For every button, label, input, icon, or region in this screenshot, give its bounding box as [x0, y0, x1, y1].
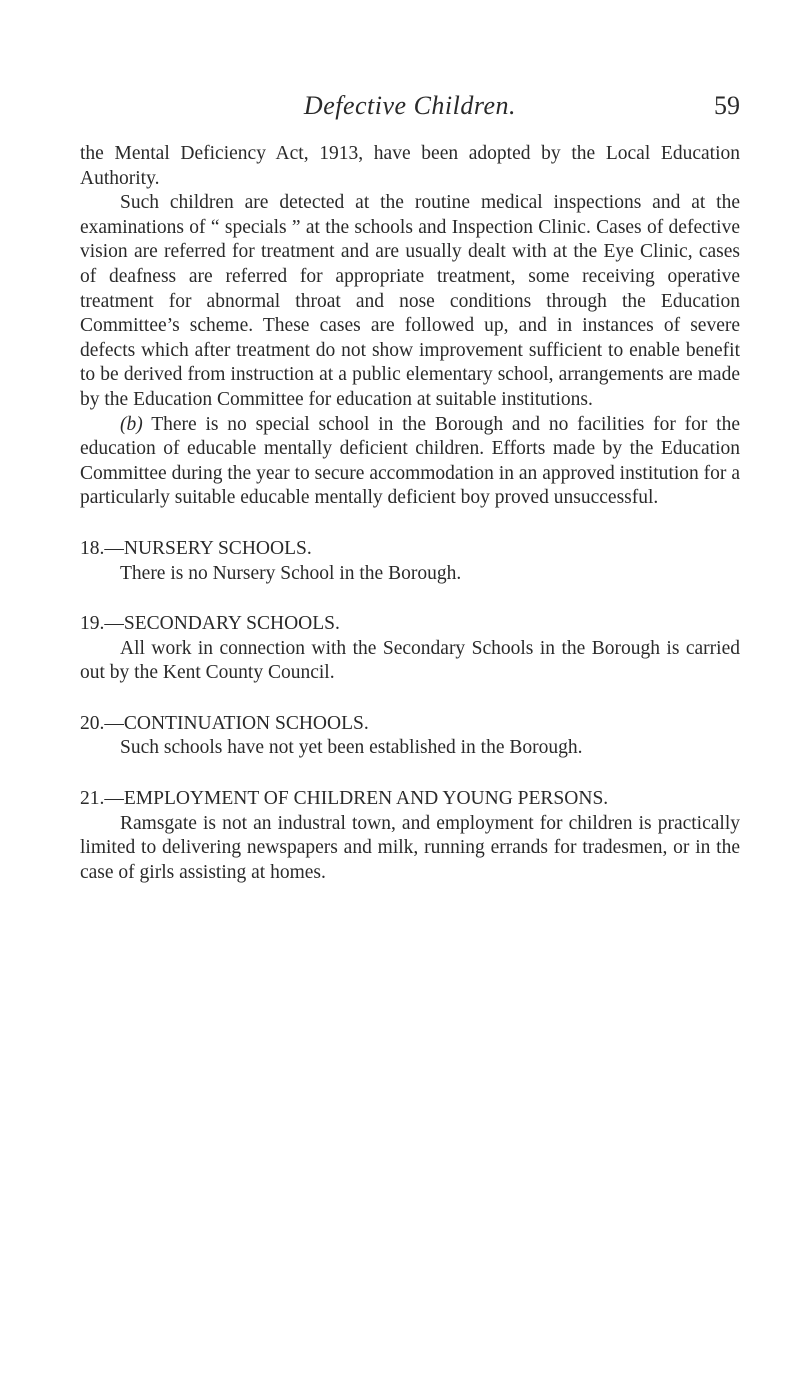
subsection-marker: (b) [120, 413, 143, 435]
page-header [80, 86, 740, 126]
section-spacer [80, 686, 740, 712]
paragraph-special-school [80, 413, 740, 511]
section-text-employment: Ramsgate is not an industral town, and employment for children is practically limited to delivering newspapers and milk, running errands for tradesmen, or in the case of girls assisting at homes. [80, 812, 740, 883]
running-title: Defective Children. [303, 91, 517, 120]
page-number: 59 [714, 91, 740, 120]
section-spacer [80, 511, 740, 537]
section-spacer [80, 761, 740, 787]
section-heading-nursery: 18.—NURSERY SCHOOLS. [80, 537, 312, 559]
section-text-continuation: Such schools have not yet been established in the Borough. [120, 737, 583, 759]
section-text-secondary: All work in connection with the Secondary Schools in the Borough is carried out by the Kent County Council. [80, 637, 740, 684]
paragraph-special-school-text: There is no special school in the Borough and no facilities for for the education of educable mentally deficient children. Efforts made by the Education Committee during the year to secure accommodation in an approved institution for a particularly suitable educable mentally deficient boy proved unsuccessful. [80, 413, 740, 509]
paragraph-continuation: the Mental Deficiency Act, 1913, have been adopted by the Local Education Authority. [80, 143, 740, 189]
section-text-nursery: There is no Nursery School in the Borough. [120, 562, 462, 584]
section-heading-employment: 21.—EMPLOYMENT OF CHILDREN AND YOUNG PERSONS. [80, 788, 609, 810]
paragraph-detection: Such children are detected at the routine medical inspections and at the examinations of “ specials ” at the schools and Inspection Clinic. Cases of defective vision are referred for treatment and are usually dealt with at the Eye Clinic, cases of deafness are referred for appropriate treatment, some receiving operative treatment for abnormal throat and nose conditions through the Education Committee’s scheme. These cases are followed up, and in instances of severe defects which after treatment do not show improvement sufficient to enable benefit to be derived from instruction at a public elementary school, arrangements are made by the Education Committee for education at suitable institutions. [80, 192, 740, 410]
section-heading-secondary: 19.—SECONDARY SCHOOLS. [80, 613, 340, 635]
page-body [80, 142, 740, 885]
section-heading-continuation: 20.—CONTINUATION SCHOOLS. [80, 712, 369, 734]
section-spacer [80, 586, 740, 612]
